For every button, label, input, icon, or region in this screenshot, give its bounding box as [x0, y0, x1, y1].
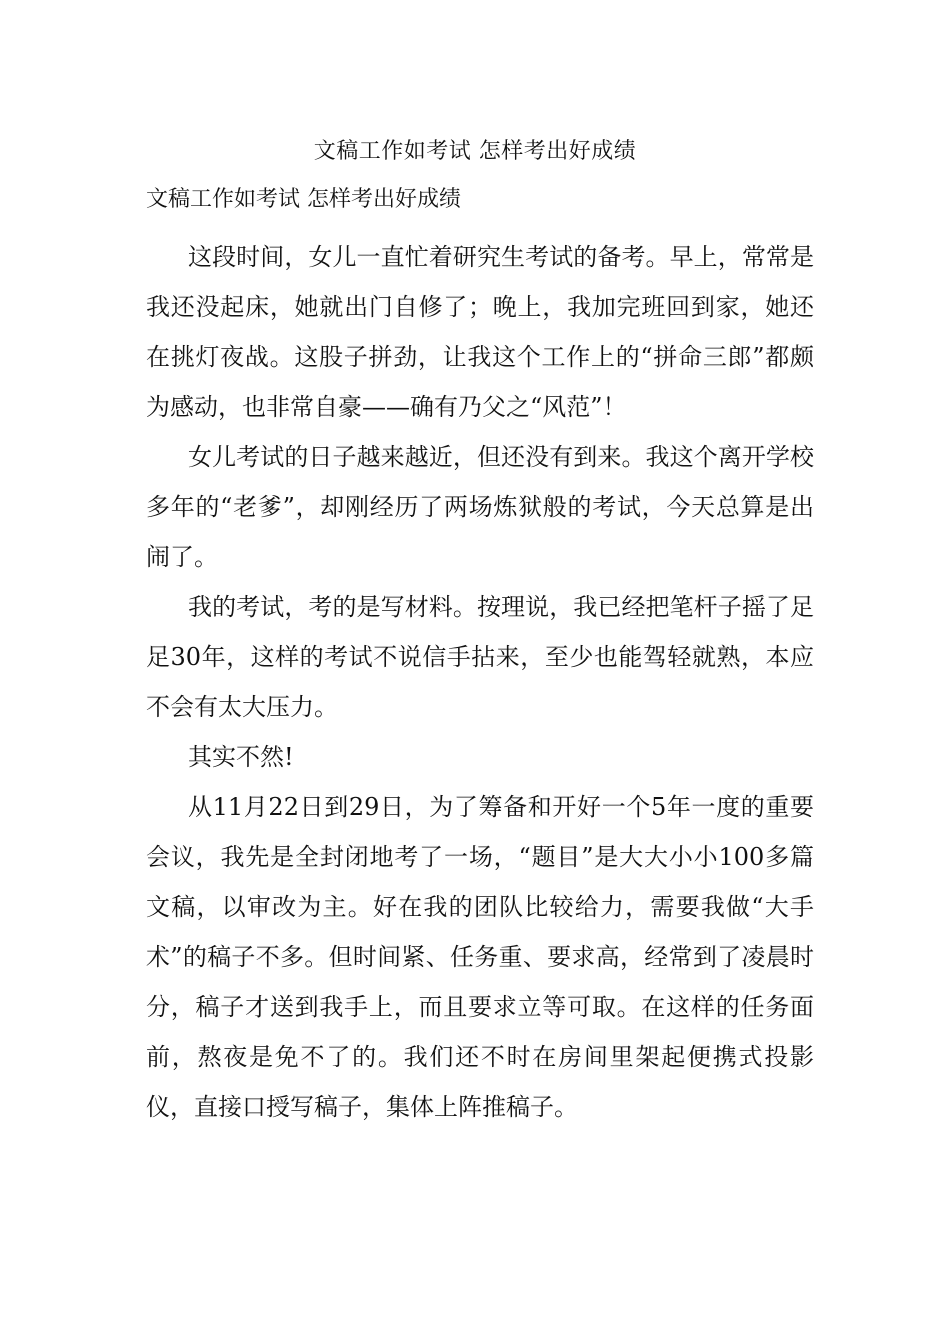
document-body — [146, 180, 814, 1132]
paragraph-5: 从11月22日到29日，为了筹备和开好一个5年一度的重要会议，我先是全封闭地考了一场，“题目”是大大小小100多篇文稿，以审改为主。好在我的团队比较给力，需要我做“大手术”的稿子不多。但时间紧、任务重、要求高，经常到了凌晨时分，稿子才送到我手上，而且要求立等可取。在这样的任务面前，熬夜是免不了的。我们还不时在房间里架起便携式投影仪，直接口授写稿子，集体上阵推稿子。 — [146, 793, 814, 1121]
paragraph-2: 女儿考试的日子越来越近，但还没有到来。我这个离开学校多年的“老爹”，却刚经历了两场炼狱般的考试，今天总算是出闹了。 — [146, 443, 814, 571]
paragraph-1: 这段时间，女儿一直忙着研究生考试的备考。早上，常常是我还没起床，她就出门自修了；晚上，我加完班回到家，她还在挑灯夜战。这股子拼劲，让我这个工作上的“拼命三郎”都颇为感动，也非常自豪——确有乃父之“风范”！ — [146, 243, 814, 421]
document-subtitle: 文稿工作如考试 怎样考出好成绩 — [146, 187, 461, 212]
paragraph-4: 其实不然! — [188, 743, 294, 771]
page-title: 文稿工作如考试 怎样考出好成绩 — [313, 139, 637, 164]
paragraph-3: 我的考试，考的是写材料。按理说，我已经把笔杆子摇了足足30年，这样的考试不说信手拈来，至少也能驾轻就熟，本应不会有太大压力。 — [146, 593, 814, 721]
